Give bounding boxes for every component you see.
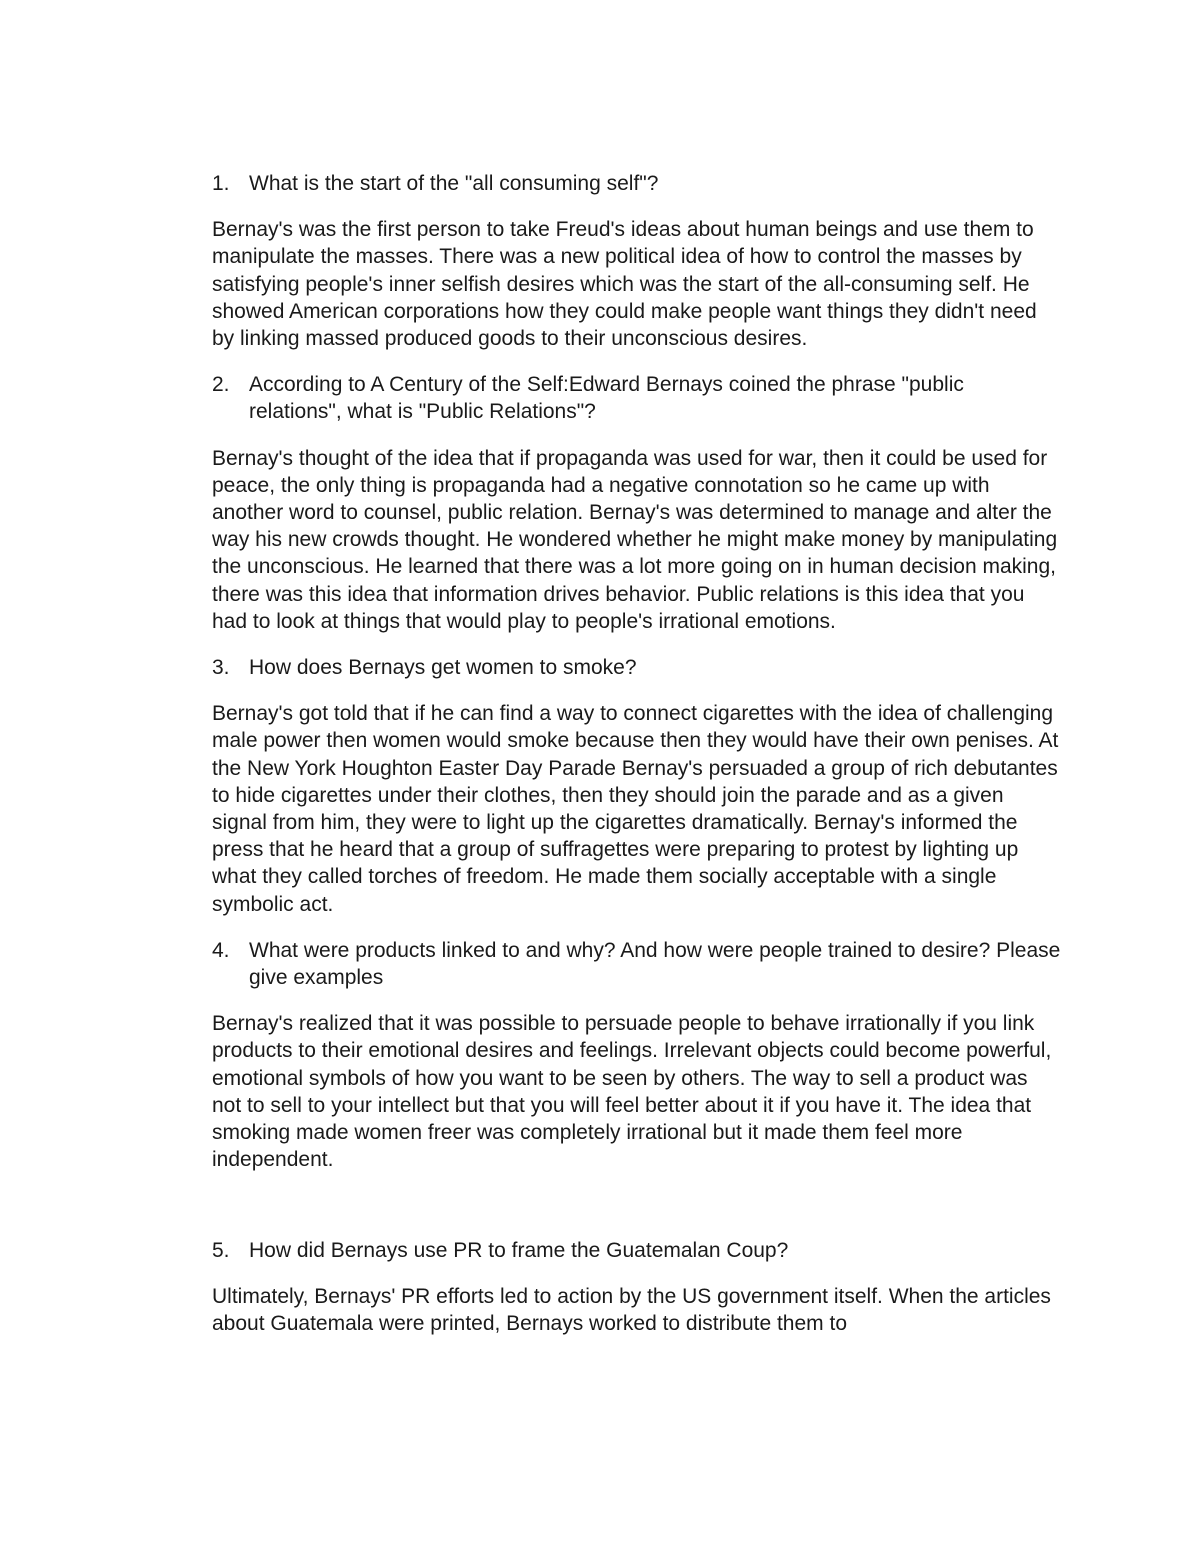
answer-4: Bernay's realized that it was possible to persuade people to behave irrationally if you link products to their emotional desires and feelings. Irrelevant objects could become powerful, emotional symbols of how you want to be seen by others. The way to sell a product was not to sell to your intellect but that you will feel better about it if you have it. The idea that smoking made women freer was completely irrational but it made them feel more independent. [212, 1012, 1052, 1172]
question-number: 4. [212, 938, 230, 962]
question-2 [212, 371, 1062, 425]
question-number: 3. [212, 656, 230, 680]
qa-item-1 [212, 170, 1062, 352]
document-page [212, 170, 1062, 1356]
question-number: 1. [212, 172, 230, 195]
qa-item-4 [212, 937, 1062, 1174]
question-text: How did Bernays use PR to frame the Guatemalan Coup? [249, 1238, 789, 1262]
question-text: How does Bernays get women to smoke? [249, 656, 637, 680]
qa-item-3 [212, 654, 1062, 918]
question-3 [212, 654, 1062, 681]
question-number: 2. [212, 373, 230, 397]
question-text: According to A Century of the Self:Edward Bernays coined the phrase "public relations", what is "Public Relations"? [249, 373, 964, 424]
question-text: What were products linked to and why? And how were people trained to desire? Please give examples [249, 938, 1061, 990]
answer-3: Bernay's got told that if he can find a way to connect cigarettes with the idea of challenging male power then women would smoke because then they would have their own penises. At the New York Houghton Easter Day Parade Bernay's persuaded a group of rich debutantes to hide cigarettes under their clothes, then they should join the parade and as a given signal from him, they were to light up the cigarettes dramatically. Bernay's informed the press that he heard that a group of suffragettes were preparing to protest by lighting up what they called torches of freedom. He made them socially acceptable with a single symbolic act. [212, 702, 1059, 916]
question-5 [212, 1237, 1062, 1264]
blank-line [212, 1193, 1062, 1237]
qa-item-5 [212, 1237, 1062, 1338]
question-number: 5. [212, 1238, 230, 1262]
answer-1: Bernay's was the first person to take Freud's ideas about human beings and use them to manipulate the masses. There was a new political idea of how to control the masses by satisfying people's inner selfish desires which was the start of the all-consuming self. He showed American corporations how they could make people want things they didn't need by linking massed produced goods to their unconscious desires. [212, 218, 1037, 351]
question-1 [212, 170, 1062, 197]
qa-item-2 [212, 371, 1062, 635]
question-text: What is the start of the "all consuming self"? [249, 172, 659, 195]
answer-2: Bernay's thought of the idea that if propaganda was used for war, then it could be used for peace, the only thing is propaganda had a negative connotation so he came up with another word to counsel, public relation. Bernay's was determined to manage and alter the way his new crowds thought. He wondered whether he might make money by manipulating the unconscious. He learned that there was a lot more going on in human decision making, there was this idea that information drives behavior. Public relations is this idea that you had to look at things that would play to people's irrational emotions. [212, 446, 1058, 633]
answer-5: Ultimately, Bernays' PR efforts led to action by the US government itself. When the articles about Guatemala were printed, Bernays worked to distribute them to [212, 1284, 1051, 1335]
question-4 [212, 937, 1062, 991]
